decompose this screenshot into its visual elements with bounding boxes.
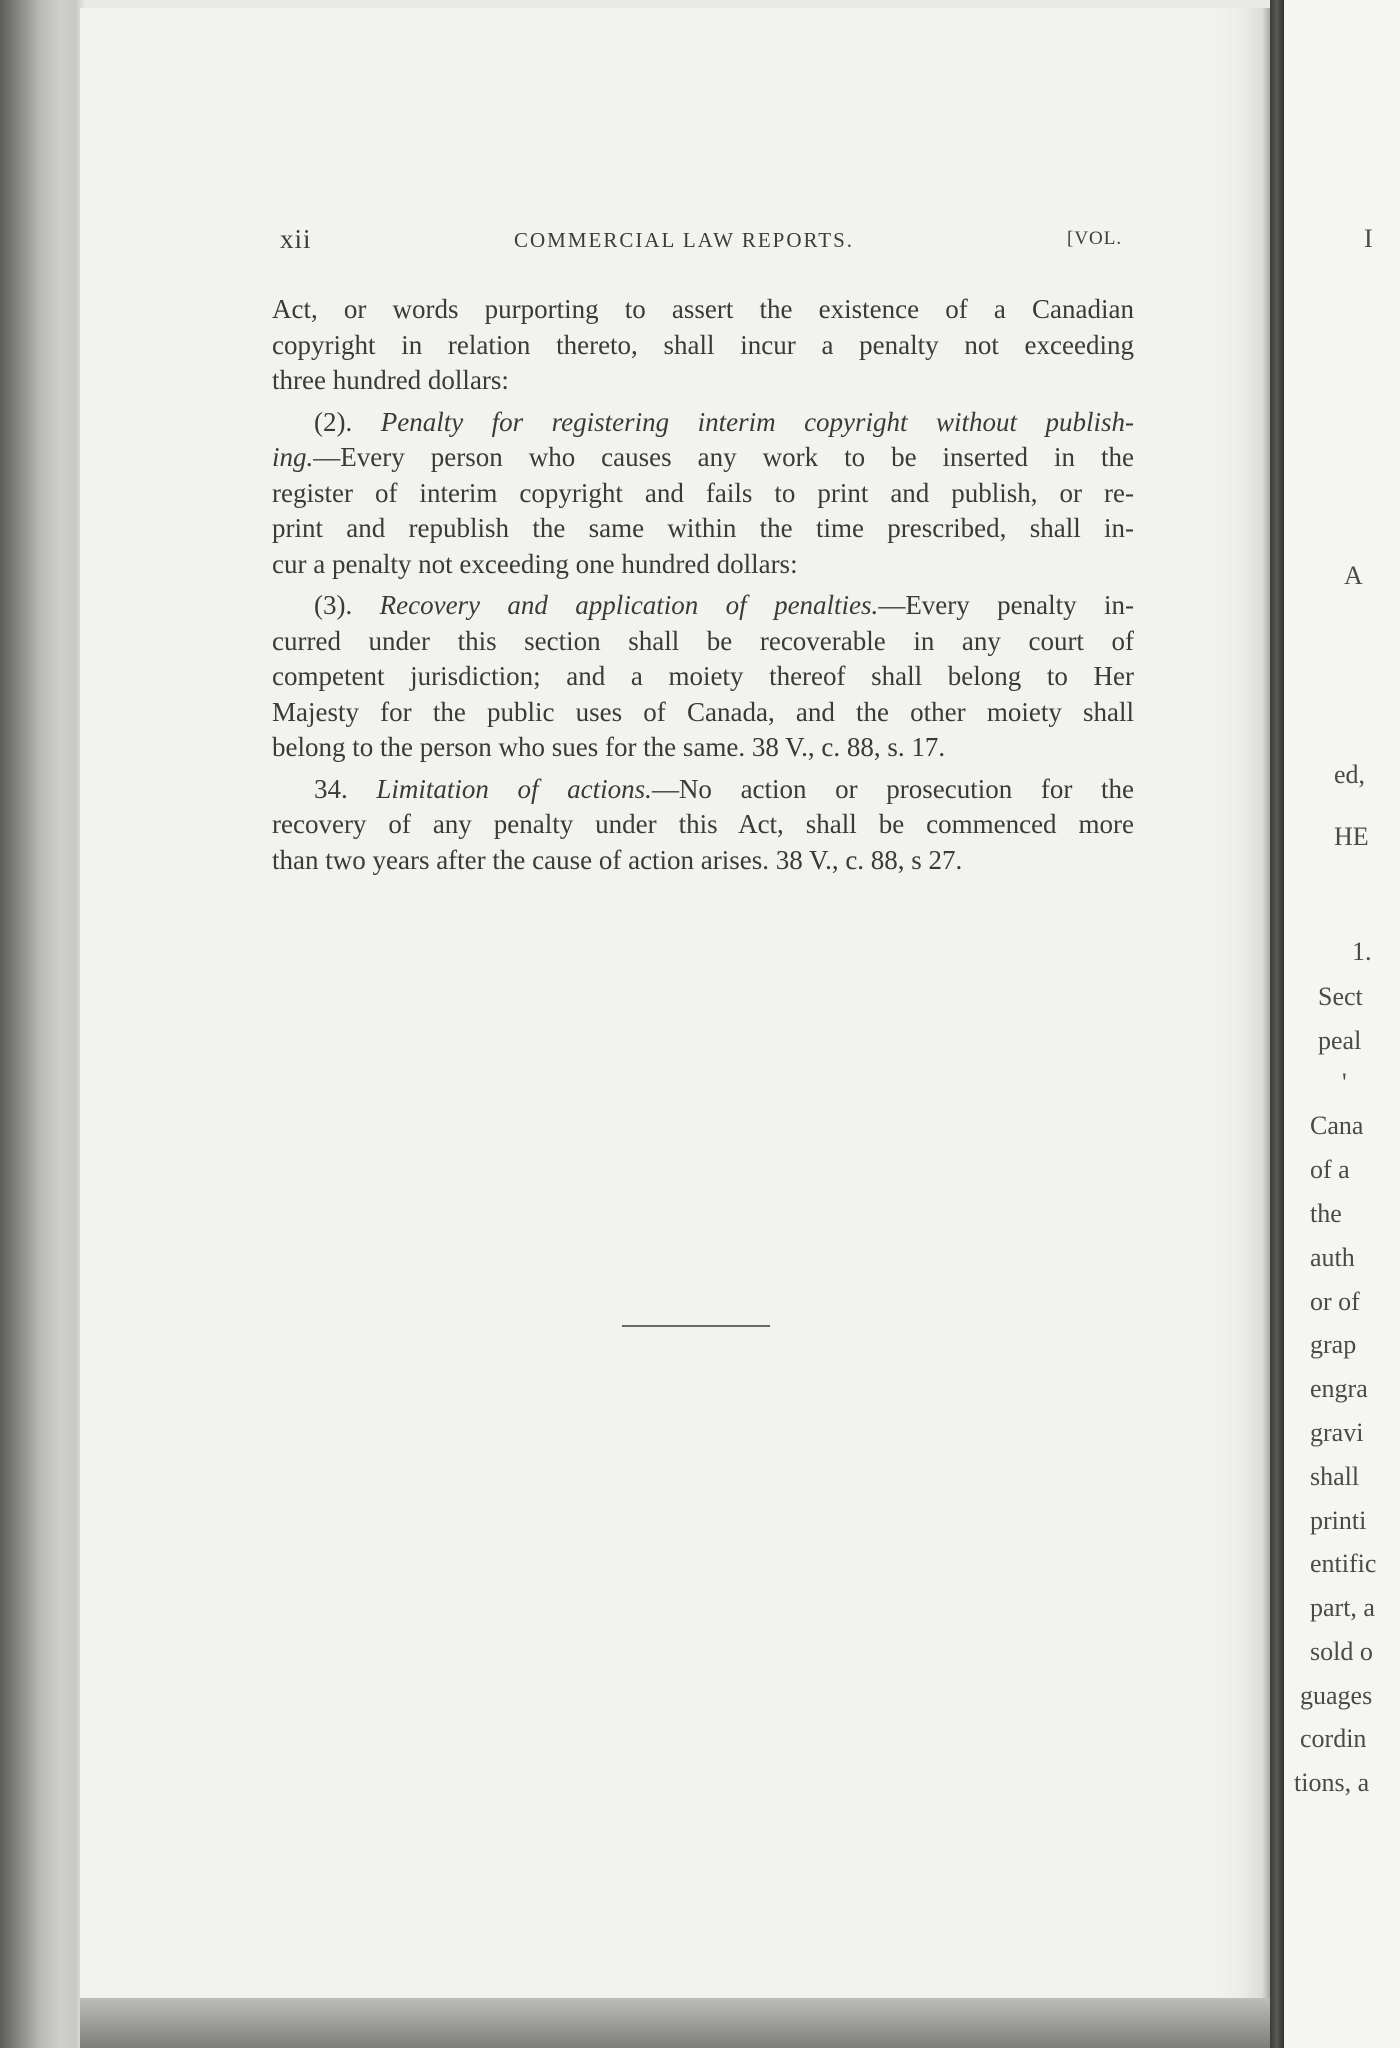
text-line: print and republish the same within the time prescribed, shall in- [272,513,1134,543]
right-page-text-fragment: sold o [1310,1637,1373,1666]
running-head [280,224,1140,264]
right-page-text-fragment: Sect [1318,982,1363,1011]
section-number: (3). [314,590,353,620]
volume-label: [VOL. [1067,228,1123,249]
text-line: three hundred dollars: [272,365,509,395]
section-number: (2). [314,406,353,437]
text-line: copyright in relation thereto, shall incur a penalty not exceeding [272,329,1134,360]
end-rule [622,1325,770,1327]
text-line: competent jurisdiction; and a moiety thereof shall belong to Her [272,661,1134,691]
text-line: recovery of any penalty under this Act, shall be commenced more [272,809,1134,839]
section-heading-continued: ing. [272,442,314,472]
text-line: than two years after the cause of action arises. 38 V., c. 88, s 27. [272,844,963,875]
section-text: —Every person who causes any work to be inserted in the [313,442,1134,472]
right-page-text-fragment: grap [1310,1330,1357,1359]
page-bottom-edge [80,1998,1270,2048]
text-line: Act, or words purporting to assert the existence of a Canadian [272,294,1134,324]
right-page-text-fragment: the [1310,1199,1342,1228]
right-page-text-fragment: or of [1310,1287,1360,1316]
right-page-text-fragment: shall [1310,1462,1360,1491]
right-page-text-fragment: guages [1300,1681,1373,1710]
right-page-text-fragment: ' [1342,1068,1347,1097]
section-text: —No action or prosecution for the [651,773,1134,804]
right-page-text-fragment: I [1364,224,1373,253]
right-page-text-fragment: gravi [1310,1418,1364,1447]
text-line: register of interim copyright and fails to print and publish, or re- [272,477,1134,508]
section-text: —Every penalty in- [878,590,1135,620]
right-page-text-fragment: ed, [1334,760,1366,789]
section-2-second-line [272,440,1134,476]
section-heading: Penalty for registering interim copyright without publish- [380,406,1135,437]
right-page-text-fragment: auth [1310,1243,1355,1272]
right-page-text-fragment: Cana [1310,1111,1364,1140]
right-page-text-fragment: A [1344,561,1363,590]
right-page-text-fragment: entific [1310,1549,1377,1578]
section-heading: Limitation of actions. [376,773,652,804]
page-fold-shadow [1212,8,1270,1998]
section-heading: Recovery and application of penalties. [379,590,879,620]
book-gutter [1270,0,1284,2048]
right-page-text-fragment: engra [1310,1374,1368,1403]
body-text [272,292,1134,878]
text-line: curred under this section shall be recoverable in any court of [272,625,1134,656]
right-page-text-fragment: printi [1310,1506,1367,1535]
text-line: belong to the person who sues for the same. 38 V., c. 88, s. 17. [272,732,946,762]
section-number: 34. [314,773,348,804]
section-3-first-line [272,588,1134,624]
right-page-text-fragment: part, a [1310,1593,1375,1622]
right-page-text-fragment: tions, a [1294,1768,1370,1797]
right-page-text-fragment: 1. [1352,937,1372,966]
right-page-text-fragment: of a [1310,1155,1350,1184]
section-34-first-line [272,772,1134,808]
running-title: COMMERCIAL LAW REPORTS. [514,228,854,252]
right-page-fragment [1284,0,1400,2048]
right-page-text-fragment: peal [1318,1026,1362,1055]
right-page-text-fragment: HE [1334,822,1369,851]
page-number: xii [280,224,312,254]
text-line: cur a penalty not exceeding one hundred dollars: [272,548,798,579]
section-2-first-line [272,405,1134,441]
right-page-text-fragment: cordin [1300,1724,1367,1753]
text-line: Majesty for the public uses of Canada, and the other moiety shall [272,696,1134,727]
